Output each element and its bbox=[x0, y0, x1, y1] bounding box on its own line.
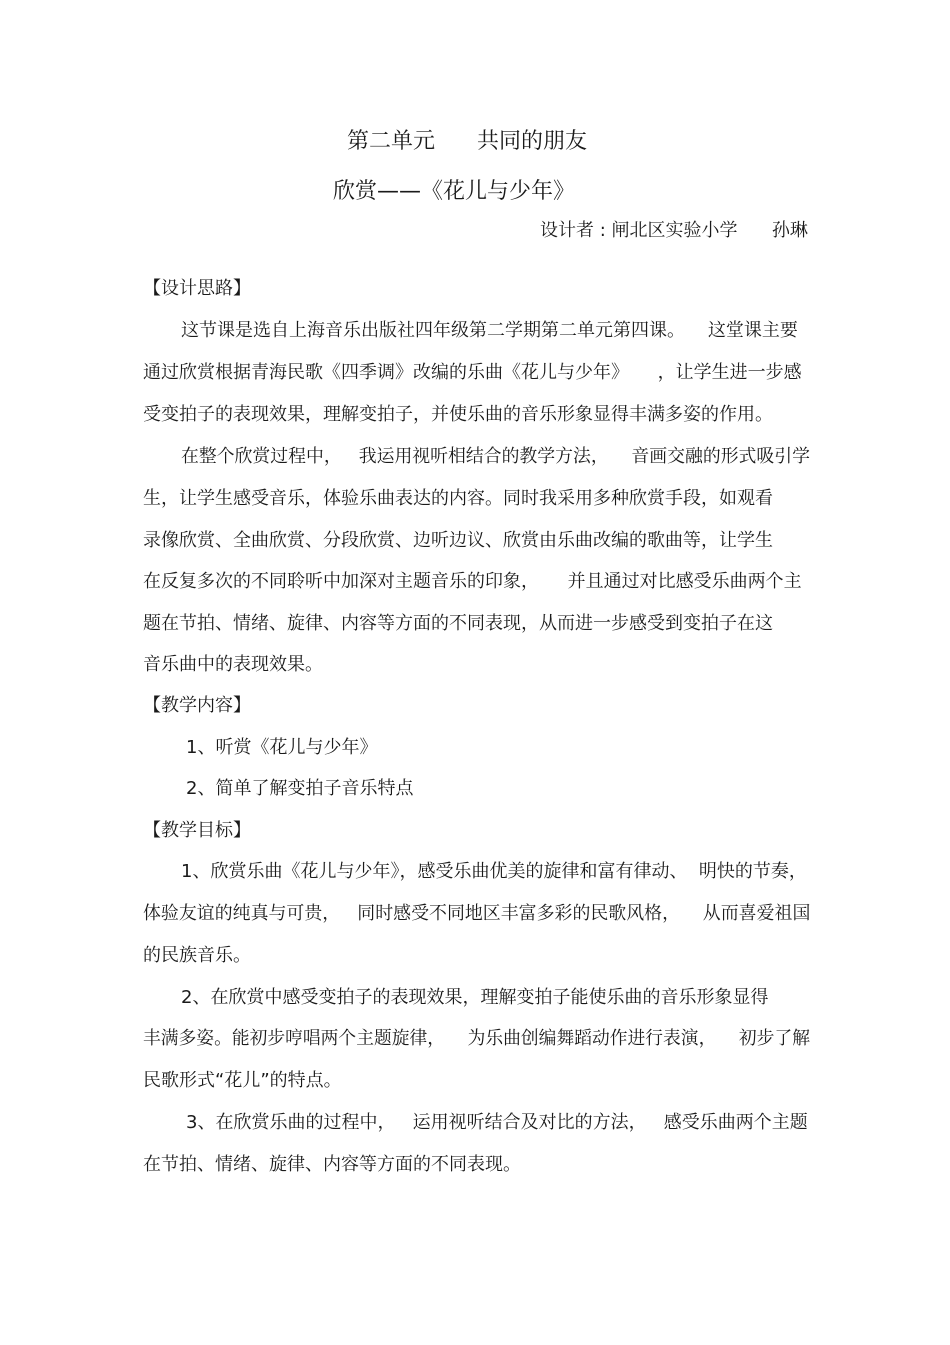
goals-heading: 【教学目标】 bbox=[143, 820, 251, 841]
goal-line: 3、在欣赏乐曲的过程中， 运用视听结合及对比的方法， 感受乐曲两个主题 bbox=[186, 1112, 808, 1133]
content-heading: 【教学内容】 bbox=[143, 695, 251, 716]
unit-title: 第二单元 共同的朋友 bbox=[347, 129, 587, 154]
goal-line: 民歌形式“花儿”的特点。 bbox=[143, 1070, 342, 1091]
body-line: 通过欣赏根据青海民歌《四季调》改编的乐曲《花儿与少年》 ，让学生进一步感 bbox=[143, 362, 802, 383]
design-idea-heading: 【设计思路】 bbox=[143, 278, 251, 299]
lesson-title: 欣赏——《花儿与少年》 bbox=[333, 179, 576, 204]
goal-line: 体验友谊的纯真与可贵， 同时感受不同地区丰富多彩的民歌风格， 从而喜爱祖国 bbox=[143, 903, 811, 924]
body-line: 受变拍子的表现效果，理解变拍子，并使乐曲的音乐形象显得丰满多姿的作用。 bbox=[143, 404, 773, 425]
body-line: 录像欣赏、全曲欣赏、分段欣赏、边听边议、欣赏由乐曲改编的歌曲等，让学生 bbox=[143, 530, 773, 551]
body-line: 音乐曲中的表现效果。 bbox=[143, 654, 323, 675]
body-line: 生，让学生感受音乐，体验乐曲表达的内容。同时我采用多种欣赏手段，如观看 bbox=[143, 488, 773, 509]
goal-line: 丰满多姿。能初步哼唱两个主题旋律， 为乐曲创编舞蹈动作进行表演， 初步了解 bbox=[143, 1028, 810, 1049]
goal-line: 1、欣赏乐曲《花儿与少年》，感受乐曲优美的旋律和富有律动、 明快的节奏， bbox=[181, 861, 807, 882]
goal-line: 的民族音乐。 bbox=[143, 945, 251, 966]
body-line: 在反复多次的不同聆听中加深对主题音乐的印象， 并且通过对比感受乐曲两个主 bbox=[143, 571, 802, 592]
designer-line: 设计者 : 闸北区实验小学 孙琳 bbox=[540, 220, 808, 241]
body-line: 题在节拍、情绪、旋律、内容等方面的不同表现，从而进一步感受到变拍子在这 bbox=[143, 613, 773, 634]
body-line: 这节课是选自上海音乐出版社四年级第二学期第二单元第四课。 这堂课主要 bbox=[181, 320, 798, 341]
body-line: 在整个欣赏过程中， 我运用视听相结合的教学方法， 音画交融的形式吸引学 bbox=[181, 446, 810, 467]
content-item: 2、简单了解变拍子音乐特点 bbox=[186, 778, 414, 799]
goal-line: 在节拍、情绪、旋律、内容等方面的不同表现。 bbox=[143, 1154, 521, 1175]
content-item: 1、听赏《花儿与少年》 bbox=[186, 737, 378, 758]
goal-line: 2、在欣赏中感受变拍子的表现效果，理解变拍子能使乐曲的音乐形象显得 bbox=[181, 987, 769, 1008]
